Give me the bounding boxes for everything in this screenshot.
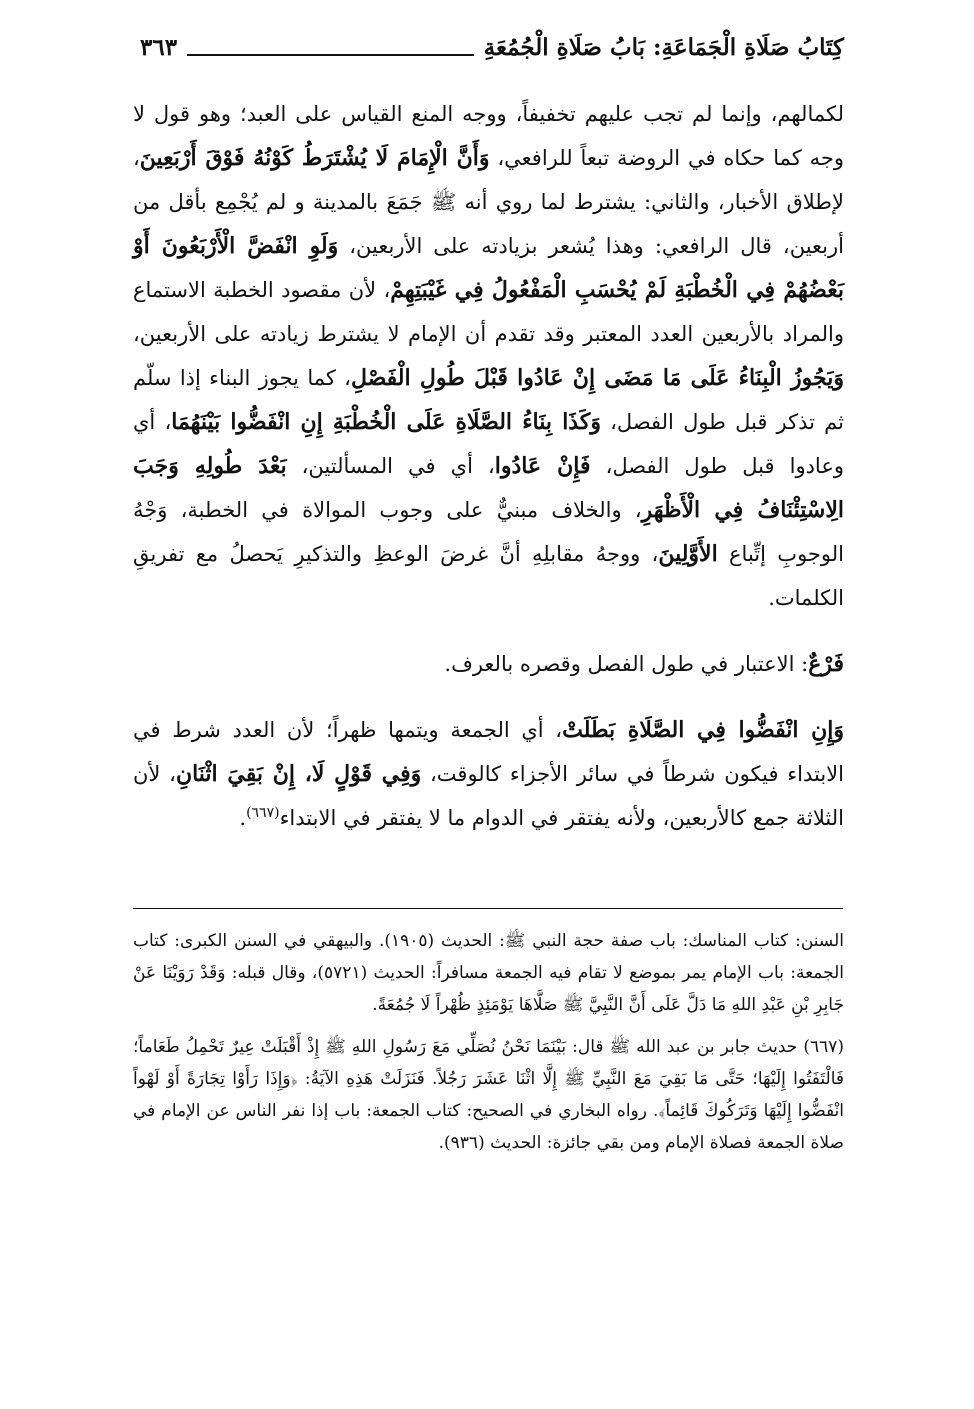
commentary-text: ، أي الجمعة ويتمها ظهراً؛ لأن العدد شرط في الابتداء فيكون شرطاً في سائر الأجزاء كالوقت،: [133, 718, 844, 786]
far-label: فَرْعٌ: [808, 651, 844, 677]
commentary-text: ، كما يجوز البناء إذا سلّم ثم تذكر قبل طول الفصل،: [133, 366, 845, 434]
paragraph-1: [133, 92, 844, 620]
matn-text: بَعْدَ طُولِهِ وَجَبَ الِاسْتِئْنَافُ فِي الْأَظْهَرِ: [133, 453, 844, 523]
main-text: [133, 92, 844, 840]
matn-text: فَإِنْ عَادُوا: [494, 453, 591, 479]
footnote-667: [133, 1031, 844, 1159]
paragraph-2: [133, 708, 844, 840]
far-text: : الاعتبار في طول الفصل وقصره بالعرف.: [444, 652, 809, 676]
matn-text: وَإِنِ انْفَضُّوا فِي الصَّلَاةِ بَطَلَتْ: [562, 717, 844, 743]
commentary-text: ، أي وعادوا قبل طول الفصل،: [133, 410, 845, 478]
page-header: [140, 34, 844, 61]
footnotes: [133, 925, 844, 1159]
commentary-text: ، لأن الثلاثة جمع كالأربعين، ولأنه يفتقر في الدوام ما لا يفتقر في الابتداء: [133, 762, 844, 830]
commentary-text: ، لأن مقصود الخطبة الاستماع والمراد بالأربعين العدد المعتبر وقد تقدم أن الإمام لا يشترط زيادته على الأربعين،: [133, 278, 844, 346]
far-note: [133, 642, 844, 686]
footnote-ref[interactable]: (٦٦٧): [246, 805, 280, 821]
matn-text: وَكَذَا بِنَاءُ الصَّلَاةِ عَلَى الْخُطْبَةِ إِنِ انْفَضُّوا بَيْنَهُمَا: [171, 409, 601, 435]
commentary-text: .: [239, 806, 247, 830]
footnote-divider: [133, 908, 843, 909]
footnote-text: حديث جابر بن عبد الله ﷺ قال: بَيْنَمَا نَحْنُ نُصَلِّي مَعَ رَسُولِ اللهِ ﷺ إِذْ أَقْبَلَتْ عِيرٌ تَحْمِلُ طَعَاماً؛ فَالْتَفَتُوا إِلَيْهَا؛ حَتَّى مَا بَقِيَ مَعَ النَّبِيِّ ﷺ إِلَّا اثْنَا عَشَرَ رَجُلاً. فَنَزَلَتْ هَذِهِ الآيَةُ: ﴿وَإِذَا رَأَوْا تِجَارَةً أَوْ لَهْواً انْفَضُّوا إِلَيْهَا وَتَرَكُوكَ قَائِماً﴾. رواه البخاري في الصحيح: كتاب الجمعة: باب إذا نفر الناس عن الإمام في صلاة الجمعة فصلاة الإمام ومن بقي جائزة: الحديث (٩٣٦).: [133, 1037, 844, 1153]
footnote-continued: السنن: كتاب المناسك: باب صفة حجة النبي ﷺ: الحديث (١٩٠٥). والبيهقي في السنن الكبرى: كتاب الجمعة: باب الإمام يمر بموضع لا تقام فيه الجمعة مسافراً: الحديث (٥٧٢١)، وقال قبله: وَقَدْ رَوَيْنَا عَنْ جَابِرِ بْنِ عَبْدِ اللهِ مَا دَلَّ عَلَى أَنَّ النَّبِيَّ ﷺ صَلَّاهَا يَوْمَئِذٍ ظُهْراً لَا جُمُعَةً.: [133, 931, 844, 1015]
matn-text: وَيَجُوزُ الْبِنَاءُ عَلَى مَا مَضَى إِنْ عَادُوا قَبْلَ طُولِ الْفَصْلِ: [350, 365, 844, 391]
commentary-text: ، ووجهُ مقابلِهِ أنَّ غرضَ الوعظِ والتذكيرِ يَحصلُ مع تفريقِ الكلمات.: [133, 542, 844, 610]
commentary-text: ، والخلاف مبنيٌّ على وجوب الموالاة في الخطبة، وَجْهُ الوجوبِ إتِّباع: [133, 498, 844, 566]
matn-text: وَأَنَّ الْإِمَامَ لَا يُشْتَرَطُ كَوْنُهُ فَوْقَ أَرْبَعِينَ: [139, 145, 490, 171]
matn-text: وَلَوِ انْفَضَّ الْأَرْبَعُونَ أَوْ بَعْضُهُمْ فِي الْخُطْبَةِ لَمْ يُحْسَبِ الْمَفْعُولُ فِي غَيْبَتِهِمْ: [133, 233, 844, 303]
footnote-number: (٦٦٧): [803, 1037, 844, 1057]
commentary-text: ، أي في المسألتين،: [286, 454, 495, 478]
running-title: كِتَابُ صَلَاةِ الْجَمَاعَةِ: بَابُ صَلَاةِ الْجُمُعَةِ: [483, 34, 844, 61]
matn-text: الأَوَّلِينَ: [658, 541, 718, 567]
header-rule: [187, 54, 474, 56]
commentary-text: لكمالهم، وإنما لم تجب عليهم تخفيفاً، ووجه المنع القياس على العبد؛ وهو قول لا وجه كما حكاه في الروضة تبعاً للرافعي،: [133, 102, 844, 170]
commentary-text: ، لإطلاق الأخبار، والثاني: يشترط لما روي أنه ﷺ جَمَعَ بالمدينة و لم يُجْمِع بأقل من أربعين، قال الرافعي: وهذا يُشعر بزيادته على الأربعين،: [133, 146, 844, 258]
matn-text: وَفِي قَوْلٍ لَا، إِنْ بَقِيَ اثْنَانِ: [175, 761, 422, 787]
page-number: ٣٦٣: [140, 34, 178, 61]
